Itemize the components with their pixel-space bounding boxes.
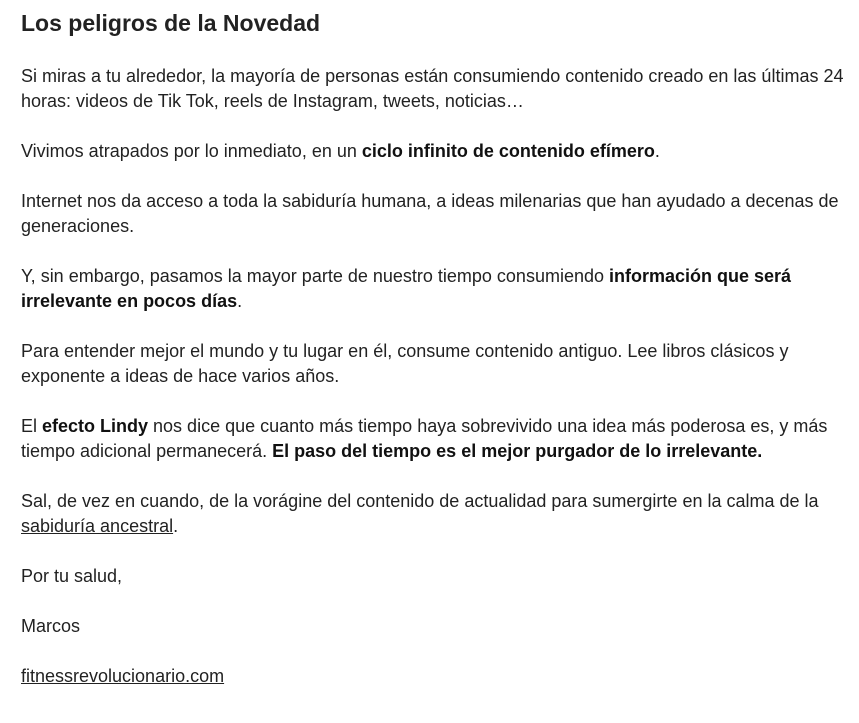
page-title: Los peligros de la Novedad [21, 10, 321, 36]
highlight-irrelevant-info: información que será irrelevante en pocos días [21, 266, 792, 311]
paragraph-intro-text: Si miras a tu alrededor, la mayoría de personas están consumiendo contenido creado en las últimas 24 horas: videos de Tik Tok, reels de Instagram, tweets, noticias… [21, 66, 844, 111]
closing-line: Por tu salud, [21, 566, 123, 586]
site-link[interactable]: fitnessrevolucionario.com [21, 666, 225, 686]
punctuation: . [173, 516, 179, 536]
site-paragraph [21, 664, 846, 689]
paragraph-ancestral-text: Sal, de vez en cuando, de la vorágine del contenido de actualidad para sumergirte en la calma de la [21, 491, 819, 511]
paragraph-ephemeral-text: Vivimos atrapados por lo inmediato, en un [21, 141, 362, 161]
highlight-ephemeral-cycle: ciclo infinito de contenido efímero [361, 141, 655, 161]
paragraph-lindy-text-mid: nos dice que cuanto más tiempo haya sobrevivido una idea más poderosa es, y más tiempo adicional permanecerá. [21, 416, 828, 461]
paragraph-internet-text: Internet nos da acceso a toda la sabiduría humana, a ideas milenarias que han ayudado a decenas de generaciones. [21, 191, 839, 236]
paragraph-old-content-text: Para entender mejor el mundo y tu lugar en él, consume contenido antiguo. Lee libros clásicos y exponente a ideas de hace varios años. [21, 341, 789, 386]
paragraph-irrelevant-info-text: Y, sin embargo, pasamos la mayor parte de nuestro tiempo consumiendo [21, 266, 609, 286]
paragraph-ancestral [21, 489, 846, 539]
paragraph-ephemeral [21, 139, 846, 164]
paragraph-lindy-text-start: El [21, 416, 43, 436]
ancestral-wisdom-link[interactable]: sabiduría ancestral [21, 516, 174, 536]
paragraph-intro [21, 64, 846, 114]
punctuation: . [237, 291, 243, 311]
punctuation: . [654, 141, 660, 161]
paragraph-lindy [21, 414, 846, 464]
email-body [21, 6, 846, 689]
paragraph-old-content [21, 339, 846, 389]
paragraph-irrelevant-info [21, 264, 846, 314]
highlight-lindy-effect: efecto Lindy [42, 416, 149, 436]
signature: Marcos [21, 616, 81, 636]
paragraph-internet [21, 189, 846, 239]
highlight-time-purger: El paso del tiempo es el mejor purgador de lo irrelevante. [272, 441, 763, 461]
